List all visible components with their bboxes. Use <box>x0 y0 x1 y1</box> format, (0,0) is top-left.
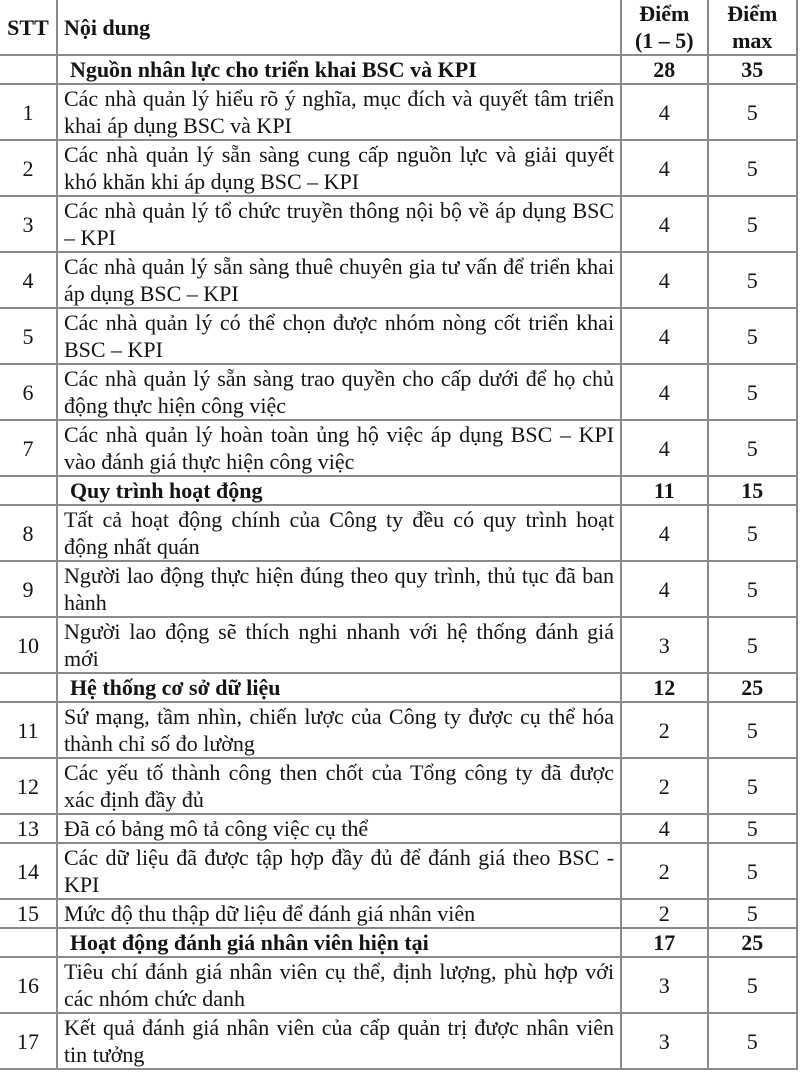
header-max-line2: max <box>732 28 773 53</box>
row-content: Đã có bảng mô tả công việc cụ thể <box>57 814 621 843</box>
row-content: Người lao động sẽ thích nghi nhanh với hệ thống đánh giá mới <box>57 617 621 673</box>
row-content: Các nhà quản lý sẵn sàng cung cấp nguồn lực và giải quyết khó khăn khi áp dụng BSC – KPI <box>57 140 621 196</box>
header-max-line1: Điểm <box>727 1 778 26</box>
row-stt: 6 <box>0 364 57 420</box>
section-stt <box>0 476 57 505</box>
section-title: Hoạt động đánh giá nhân viên hiện tại <box>57 928 621 957</box>
section-row <box>0 476 797 505</box>
row-score: 4 <box>621 364 707 420</box>
table-row <box>0 899 797 928</box>
table-row <box>0 957 797 1013</box>
row-score: 4 <box>621 561 707 617</box>
table-row <box>0 843 797 899</box>
row-content: Người lao động thực hiện đúng theo quy trình, thủ tục đã ban hành <box>57 561 621 617</box>
row-score: 4 <box>621 505 707 561</box>
header-score-line1: Điểm <box>639 1 690 26</box>
row-content: Sứ mạng, tầm nhìn, chiến lược của Công ty được cụ thể hóa thành chỉ số đo lường <box>57 702 621 758</box>
section-row <box>0 55 797 84</box>
row-stt: 12 <box>0 758 57 814</box>
row-max: 5 <box>708 843 797 899</box>
row-stt: 3 <box>0 196 57 252</box>
row-stt: 14 <box>0 843 57 899</box>
section-max: 15 <box>708 476 797 505</box>
header-score-line2: (1 – 5) <box>634 28 694 53</box>
row-max: 5 <box>708 1013 797 1069</box>
table-row <box>0 420 797 476</box>
section-max: 35 <box>708 55 797 84</box>
table-row <box>0 758 797 814</box>
row-max: 5 <box>708 196 797 252</box>
row-score: 4 <box>621 140 707 196</box>
row-stt: 5 <box>0 308 57 364</box>
table-row <box>0 196 797 252</box>
table-row <box>0 617 797 673</box>
row-score: 3 <box>621 957 707 1013</box>
row-content: Các nhà quản lý sẵn sàng trao quyền cho cấp dưới để họ chủ động thực hiện công việc <box>57 364 621 420</box>
row-content: Các nhà quản lý có thể chọn được nhóm nòng cốt triển khai BSC – KPI <box>57 308 621 364</box>
row-max: 5 <box>708 758 797 814</box>
section-score: 17 <box>621 928 707 957</box>
row-score: 4 <box>621 814 707 843</box>
row-content: Kết quả đánh giá nhân viên của cấp quản trị được nhân viên tin tưởng <box>57 1013 621 1069</box>
section-score: 11 <box>621 476 707 505</box>
header-score <box>621 0 707 55</box>
row-content: Tiêu chí đánh giá nhân viên cụ thể, định lượng, phù hợp với các nhóm chức danh <box>57 957 621 1013</box>
row-max: 5 <box>708 252 797 308</box>
row-max: 5 <box>708 957 797 1013</box>
row-max: 5 <box>708 814 797 843</box>
row-score: 4 <box>621 308 707 364</box>
table-row <box>0 505 797 561</box>
row-max: 5 <box>708 505 797 561</box>
table-row <box>0 140 797 196</box>
row-stt: 1 <box>0 84 57 140</box>
row-stt: 16 <box>0 957 57 1013</box>
section-title: Nguồn nhân lực cho triển khai BSC và KPI <box>57 55 621 84</box>
section-stt <box>0 55 57 84</box>
table-row <box>0 561 797 617</box>
table-row <box>0 84 797 140</box>
section-max: 25 <box>708 673 797 702</box>
table-row <box>0 364 797 420</box>
row-content: Các yếu tố thành công then chốt của Tổng công ty đã được xác định đầy đủ <box>57 758 621 814</box>
row-max: 5 <box>708 364 797 420</box>
row-content: Các nhà quản lý hiểu rõ ý nghĩa, mục đích và quyết tâm triển khai áp dụng BSC và KPI <box>57 84 621 140</box>
row-max: 5 <box>708 617 797 673</box>
header-stt: STT <box>0 0 57 55</box>
table-row <box>0 702 797 758</box>
row-score: 4 <box>621 252 707 308</box>
section-score: 28 <box>621 55 707 84</box>
row-stt: 9 <box>0 561 57 617</box>
section-row <box>0 928 797 957</box>
row-stt: 11 <box>0 702 57 758</box>
table-header-row <box>0 0 797 55</box>
section-max: 25 <box>708 928 797 957</box>
row-stt: 13 <box>0 814 57 843</box>
row-score: 2 <box>621 899 707 928</box>
table-row <box>0 814 797 843</box>
row-stt: 4 <box>0 252 57 308</box>
row-content: Các dữ liệu đã được tập hợp đầy đủ để đánh giá theo BSC - KPI <box>57 843 621 899</box>
row-max: 5 <box>708 140 797 196</box>
header-max <box>708 0 797 55</box>
table-row <box>0 1013 797 1069</box>
row-score: 4 <box>621 196 707 252</box>
row-max: 5 <box>708 308 797 364</box>
row-score: 3 <box>621 617 707 673</box>
row-score: 2 <box>621 702 707 758</box>
row-score: 4 <box>621 84 707 140</box>
row-stt: 2 <box>0 140 57 196</box>
row-stt: 7 <box>0 420 57 476</box>
row-content: Mức độ thu thập dữ liệu để đánh giá nhân viên <box>57 899 621 928</box>
section-title: Hệ thống cơ sở dữ liệu <box>57 673 621 702</box>
table-row <box>0 252 797 308</box>
row-max: 5 <box>708 84 797 140</box>
row-stt: 8 <box>0 505 57 561</box>
row-content: Các nhà quản lý tổ chức truyền thông nội bộ về áp dụng BSC – KPI <box>57 196 621 252</box>
row-score: 2 <box>621 843 707 899</box>
row-stt: 10 <box>0 617 57 673</box>
section-stt <box>0 928 57 957</box>
row-stt: 17 <box>0 1013 57 1069</box>
row-content: Các nhà quản lý sẵn sàng thuê chuyên gia tư vấn để triển khai áp dụng BSC – KPI <box>57 252 621 308</box>
row-content: Tất cả hoạt động chính của Công ty đều có quy trình hoạt động nhất quán <box>57 505 621 561</box>
row-stt: 15 <box>0 899 57 928</box>
row-max: 5 <box>708 899 797 928</box>
row-score: 2 <box>621 758 707 814</box>
row-score: 4 <box>621 420 707 476</box>
row-score: 3 <box>621 1013 707 1069</box>
table-row <box>0 308 797 364</box>
header-content: Nội dung <box>57 0 621 55</box>
row-content: Các nhà quản lý hoàn toàn ủng hộ việc áp dụng BSC – KPI vào đánh giá thực hiện công việc <box>57 420 621 476</box>
section-title: Quy trình hoạt động <box>57 476 621 505</box>
section-score: 12 <box>621 673 707 702</box>
row-max: 5 <box>708 420 797 476</box>
section-row <box>0 673 797 702</box>
row-max: 5 <box>708 702 797 758</box>
row-max: 5 <box>708 561 797 617</box>
section-stt <box>0 673 57 702</box>
